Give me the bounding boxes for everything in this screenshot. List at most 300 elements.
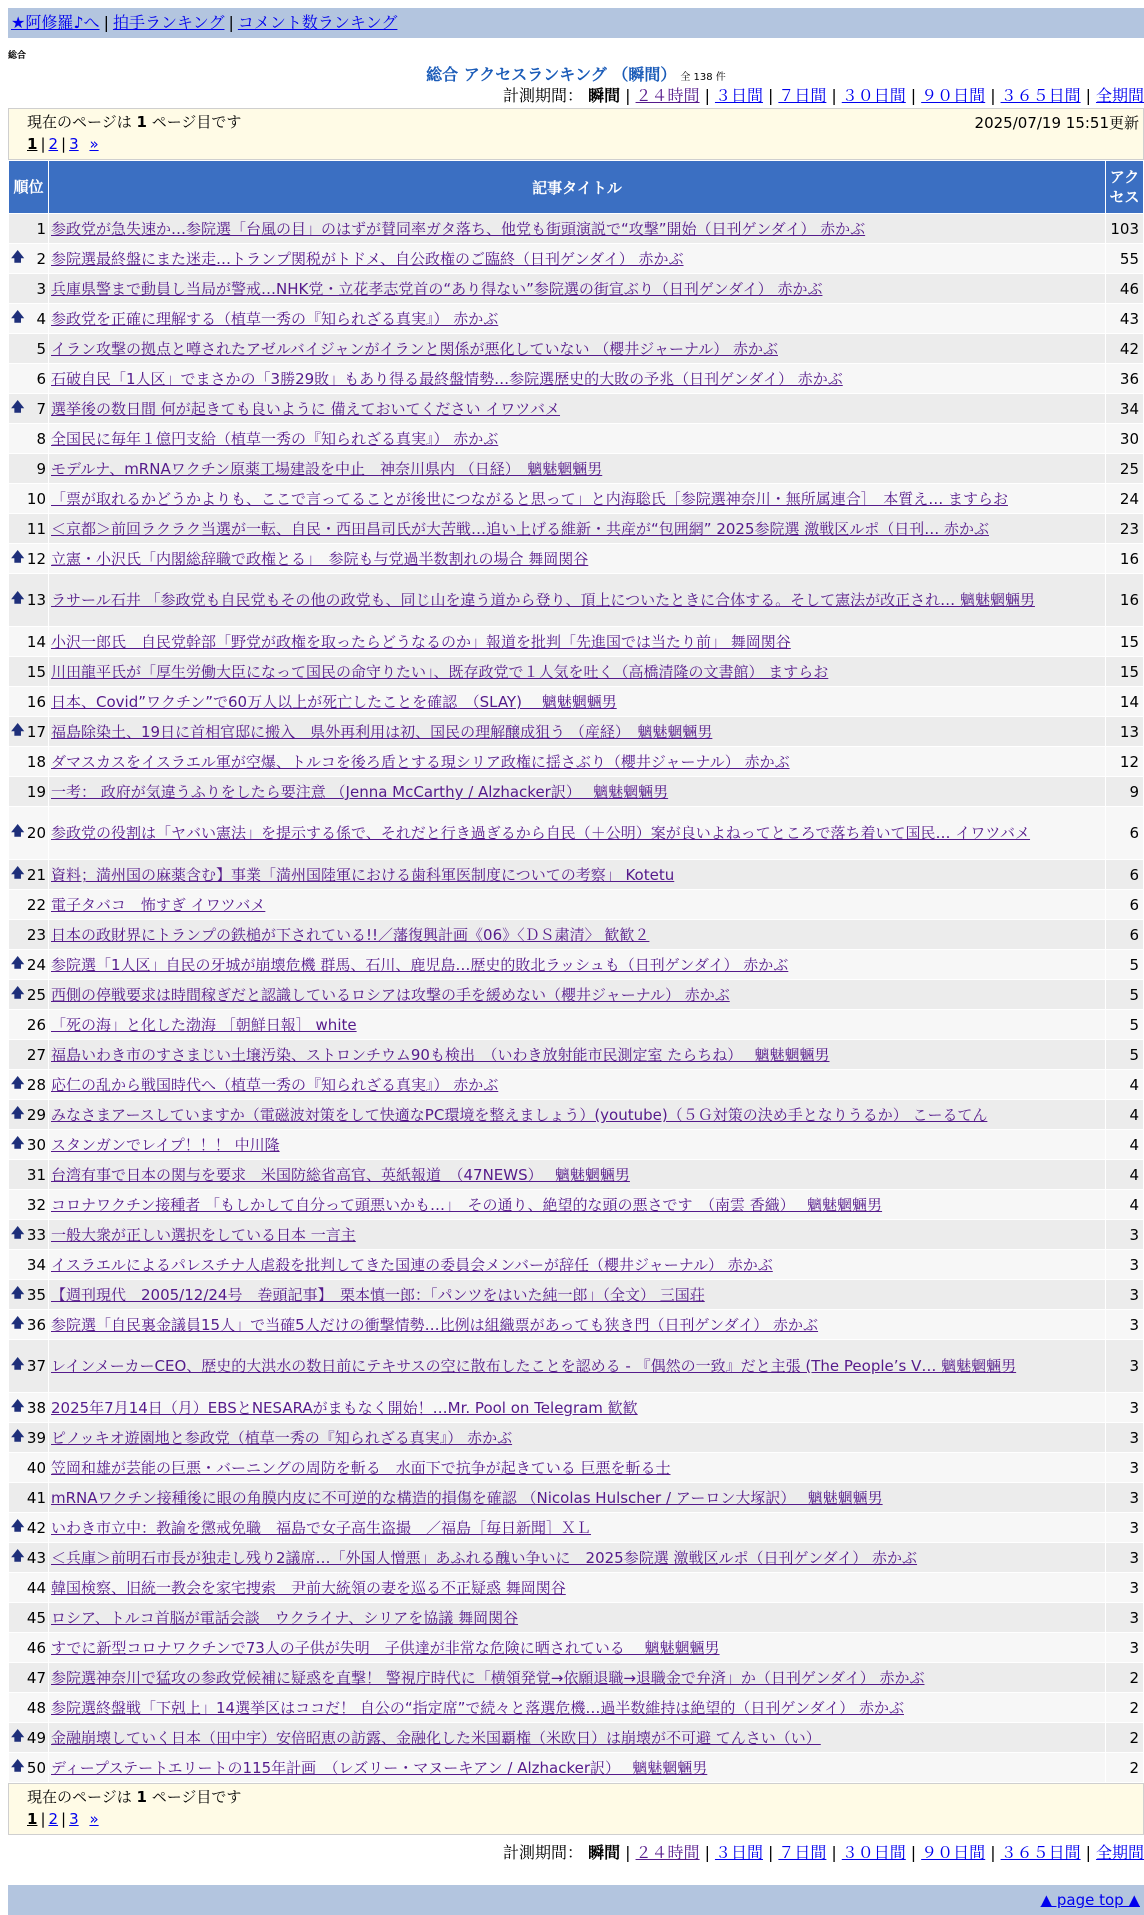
article-link[interactable]: 福島除染土、19日に首相官邸に搬入 県外再利用は初、国民の理解醸成狙う （産経） 魑魅魍魎男 bbox=[51, 723, 713, 741]
period-selector-top: 計測期間： 瞬間 | ２４時間 | ３日間 | ７日間 | ３０日間 | ９０日間 | ３６５日間 | 全期間 bbox=[503, 86, 1144, 105]
rank-cell bbox=[9, 1250, 48, 1279]
rank-number: 6 bbox=[36, 369, 46, 388]
table-row bbox=[9, 544, 1143, 573]
rank-number: 22 bbox=[26, 895, 46, 914]
title-cell bbox=[49, 1310, 1105, 1339]
title-cell bbox=[49, 1573, 1105, 1602]
page-link-2[interactable]: 2 bbox=[48, 135, 59, 153]
rank-number: 16 bbox=[26, 692, 46, 711]
access-count: 5 bbox=[1106, 950, 1143, 979]
rank-cell bbox=[9, 1633, 48, 1662]
rank-cell bbox=[9, 1040, 48, 1069]
table-row bbox=[9, 980, 1143, 1009]
article-link[interactable]: ＜京都＞前回ラクラク当選が一転、自民・西田昌司氏が大苦戦…追い上げる維新・共産が“包囲網” 2025参院選 激戦区ルポ（日刊… 赤かぶ bbox=[51, 520, 990, 538]
table-row bbox=[9, 1393, 1143, 1422]
article-link[interactable]: 参院選「1人区」自民の牙城が崩壊危機 群馬、石川、鹿児島…歴史的敗北ラッシュも（日刊ゲンダイ） 赤かぶ bbox=[51, 956, 789, 974]
rank-number: 50 bbox=[26, 1758, 46, 1777]
period-link-all[interactable]: 全期間 bbox=[1095, 86, 1144, 105]
rank-cell bbox=[9, 777, 48, 806]
rank-cell bbox=[9, 1190, 48, 1219]
table-row bbox=[9, 214, 1143, 243]
title-cell bbox=[49, 214, 1105, 243]
article-link[interactable]: 兵庫県警まで動員し当局が警戒…NHK党・立花孝志党首の“あり得ない”参院選の街宣ぶり（日刊ゲンダイ） 赤かぶ bbox=[51, 280, 823, 298]
access-count: 4 bbox=[1106, 1160, 1143, 1189]
rank-up-arrow-icon: 🡅 bbox=[11, 985, 25, 1001]
title-cell bbox=[49, 1513, 1105, 1542]
article-link[interactable]: 日本、Covid”ワクチン”で60万人以上が死亡したことを確認 （SLAY) 魑魅魍魎男 bbox=[51, 693, 617, 711]
article-link[interactable]: 一般大衆が正しい選択をしている日本 一言主 bbox=[51, 1226, 356, 1244]
access-count: 2 bbox=[1106, 1723, 1143, 1752]
rank-number: 40 bbox=[26, 1458, 46, 1477]
article-link[interactable]: 一考： 政府が気違うふりをしたら要注意 （Jenna McCarthy / Alzhacker訳） 魑魅魍魎男 bbox=[51, 783, 669, 801]
title-cell bbox=[49, 860, 1105, 889]
access-count: 6 bbox=[1106, 920, 1143, 949]
table-row bbox=[9, 950, 1143, 979]
period-link-30d[interactable]: ３０日間 bbox=[841, 86, 906, 105]
rank-cell bbox=[9, 920, 48, 949]
rank-number: 10 bbox=[26, 489, 46, 508]
rank-number: 48 bbox=[26, 1698, 46, 1717]
title-cell bbox=[49, 304, 1105, 333]
rank-up-arrow-icon: 🡅 bbox=[11, 1285, 25, 1301]
footer-bar bbox=[8, 1885, 1144, 1915]
article-link[interactable]: 「死の海」と化した渤海 ［朝鮮日報］ white bbox=[51, 1016, 357, 1034]
rank-up-arrow-icon: 🡅 bbox=[11, 591, 25, 606]
article-link[interactable]: 参院選終盤戦「下剋上」14選挙区はココだ！ 自公の“指定席”で続々と落選危機…過半数維持は絶望的（日刊ゲンダイ） 赤かぶ bbox=[51, 1699, 904, 1717]
rank-cell bbox=[9, 807, 48, 859]
next-page-link[interactable]: » bbox=[89, 1810, 99, 1828]
title-cell bbox=[49, 627, 1105, 656]
rank-number: 45 bbox=[26, 1608, 46, 1627]
current-page-text: 現在のページは 1 ページ目です bbox=[27, 113, 242, 131]
table-row bbox=[9, 574, 1143, 626]
article-link[interactable]: 川田龍平氏が「厚生労働大臣になって国民の命守りたい」、既存政党で１人気を吐く（高橋清隆の文書館） ますらお bbox=[51, 663, 829, 681]
table-row bbox=[9, 1453, 1143, 1482]
access-count: 2 bbox=[1106, 1693, 1143, 1722]
period-link-3d[interactable]: ３日間 bbox=[714, 1843, 763, 1862]
title-cell bbox=[49, 717, 1105, 746]
rank-number: 20 bbox=[26, 824, 46, 842]
rank-cell bbox=[9, 424, 48, 453]
access-count: 3 bbox=[1106, 1280, 1143, 1309]
article-link[interactable]: 立憲・小沢氏「内閣総辞職で政権とる」 参院も与党過半数割れの場合 舞岡関谷 bbox=[51, 550, 589, 568]
rank-up-arrow-icon: 🡅 bbox=[11, 722, 25, 738]
table-row bbox=[9, 1663, 1143, 1692]
rank-up-arrow-icon: 🡅 bbox=[11, 824, 25, 839]
rank-number: 23 bbox=[26, 925, 46, 944]
access-count: 13 bbox=[1106, 717, 1143, 746]
article-link[interactable]: 「票が取れるかどうかよりも、ここで言ってることが後世につながると思って」と内海聡氏［参院選神奈川・無所属連合］ 本質え… ますらお bbox=[51, 490, 1008, 508]
table-row bbox=[9, 1573, 1143, 1602]
article-link[interactable]: 応仁の乱から戦国時代へ（植草一秀の『知られざる真実』） 赤かぶ bbox=[51, 1076, 499, 1094]
table-row bbox=[9, 777, 1143, 806]
rank-number: 4 bbox=[36, 309, 46, 328]
title-cell bbox=[49, 1250, 1105, 1279]
period-label: 計測期間： bbox=[503, 86, 584, 105]
rank-up-arrow-icon: 🡅 bbox=[11, 1428, 25, 1444]
table-row bbox=[9, 1280, 1143, 1309]
title-cell bbox=[49, 1753, 1105, 1782]
article-link[interactable]: 参院選「自民裏金議員15人」で当確5人だけの衝撃情勢…比例は組織票があっても狭き門（日刊ゲンダイ） 赤かぶ bbox=[51, 1316, 819, 1334]
rank-number: 42 bbox=[26, 1518, 46, 1537]
access-count: 3 bbox=[1106, 1543, 1143, 1572]
rank-number: 17 bbox=[26, 722, 46, 741]
access-count: 46 bbox=[1106, 274, 1143, 303]
rank-number: 12 bbox=[26, 549, 46, 568]
article-link[interactable]: スタンガンでレイプ！！！ 中川隆 bbox=[51, 1136, 280, 1154]
article-link[interactable]: イラン攻撃の拠点と噂されたアゼルバイジャンがイランと関係が悪化していない （櫻井ジャーナル） 赤かぶ bbox=[51, 340, 778, 358]
title-cell bbox=[49, 1010, 1105, 1039]
rank-cell bbox=[9, 1130, 48, 1159]
rank-number: 9 bbox=[36, 459, 46, 478]
rank-up-arrow-icon: 🡅 bbox=[11, 309, 25, 325]
table-row bbox=[9, 424, 1143, 453]
access-count: 3 bbox=[1106, 1483, 1143, 1512]
rank-cell bbox=[9, 1543, 48, 1572]
top-nav-bar: ★阿修羅♪へ | 拍手ランキング | コメント数ランキング bbox=[8, 8, 1144, 38]
table-row bbox=[9, 1010, 1143, 1039]
period-link-7d[interactable]: ７日間 bbox=[778, 86, 827, 105]
article-link[interactable]: ＜兵庫＞前明石市長が独走し残り2議席…「外国人憎悪」あふれる醜い争いに 2025参院選 激戦区ルポ（日刊ゲンダイ） 赤かぶ bbox=[51, 1549, 918, 1567]
article-link[interactable]: 笠岡和雄が芸能の巨悪・バーニングの周防を斬る 水面下で抗争が起きている 巨悪を斬る士 bbox=[51, 1459, 671, 1477]
title-cell bbox=[49, 950, 1105, 979]
title-cell bbox=[49, 980, 1105, 1009]
rank-number: 7 bbox=[36, 399, 46, 418]
access-count: 6 bbox=[1106, 890, 1143, 919]
rank-number: 5 bbox=[36, 339, 46, 358]
table-row bbox=[9, 484, 1143, 513]
access-count: 15 bbox=[1106, 627, 1143, 656]
article-link[interactable]: ラサール石井 「参政党も自民党もその他の政党も、同じ山を違う道から登り、頂上についたときに合体する。そして憲法が改正され… 魑魅魍魎男 bbox=[51, 591, 1035, 609]
access-count: 5 bbox=[1106, 1040, 1143, 1069]
table-row bbox=[9, 747, 1143, 776]
access-count: 3 bbox=[1106, 1340, 1143, 1392]
title-cell bbox=[49, 1393, 1105, 1422]
table-row bbox=[9, 1310, 1143, 1339]
rank-cell bbox=[9, 304, 48, 333]
rank-number: 44 bbox=[26, 1578, 46, 1597]
table-row bbox=[9, 1753, 1143, 1782]
page-link-2[interactable]: 2 bbox=[48, 1810, 59, 1828]
rank-cell bbox=[9, 950, 48, 979]
article-link[interactable]: レインメーカーCEO、歴史的大洪水の数日前にテキサスの空に散布したことを認める - 『偶然の一致』だと主張 (The People’s V… 魑魅魍魎男 bbox=[51, 1357, 1017, 1375]
article-link[interactable]: イスラエルによるパレスチナ人虐殺を批判してきた国連の委員会メンバーが辞任（櫻井ジャーナル） 赤かぶ bbox=[51, 1256, 773, 1274]
article-link[interactable]: 2025年7月14日（月）EBSとNESARAがまもなく開始！…Mr. Pool on Telegram 歓歓 bbox=[51, 1399, 638, 1417]
rank-cell bbox=[9, 717, 48, 746]
title-cell bbox=[49, 454, 1105, 483]
table-row bbox=[9, 514, 1143, 543]
access-count: 24 bbox=[1106, 484, 1143, 513]
rank-number: 38 bbox=[26, 1398, 46, 1417]
rank-up-arrow-icon: 🡅 bbox=[11, 1518, 25, 1534]
category-label: 総合 bbox=[8, 51, 27, 61]
rank-cell bbox=[9, 394, 48, 423]
rank-cell bbox=[9, 334, 48, 363]
rank-cell bbox=[9, 1220, 48, 1249]
article-link[interactable]: 【週刊現代 2005/12/24号 巻頭記事】 栗本慎一郎：「パンツをはいた純一郎」（全文） 三国荘 bbox=[51, 1286, 705, 1304]
period-link-365d[interactable]: ３６５日間 bbox=[1000, 1843, 1081, 1862]
article-link[interactable]: 参院選最終盤にまた迷走…トランプ関税がトドメ、自公政権のご臨終（日刊ゲンダイ） 赤かぶ bbox=[51, 250, 684, 268]
rank-up-arrow-icon: 🡅 bbox=[11, 1105, 25, 1121]
table-row bbox=[9, 1190, 1143, 1219]
rank-cell bbox=[9, 860, 48, 889]
access-count: 3 bbox=[1106, 1220, 1143, 1249]
table-row bbox=[9, 860, 1143, 889]
page-top-link[interactable]: ▲ page top ▲ bbox=[1040, 1891, 1140, 1909]
rank-cell bbox=[9, 1340, 48, 1392]
access-count: 6 bbox=[1106, 807, 1143, 859]
rank-cell bbox=[9, 1603, 48, 1632]
period-link-all[interactable]: 全期間 bbox=[1095, 1843, 1144, 1862]
access-count: 15 bbox=[1106, 657, 1143, 686]
period-link-3d[interactable]: ３日間 bbox=[714, 86, 763, 105]
title-cell bbox=[49, 1633, 1105, 1662]
article-link[interactable]: 台湾有事で日本の関与を要求 米国防総省高官、英紙報道 （47NEWS） 魑魅魍魎男 bbox=[51, 1166, 630, 1184]
title-cell bbox=[49, 1723, 1105, 1752]
rank-up-arrow-icon: 🡅 bbox=[11, 1357, 25, 1372]
article-link[interactable]: 西側の停戦要求は時間稼ぎだと認識しているロシアは攻撃の手を緩めない（櫻井ジャーナル） 赤かぶ bbox=[51, 986, 730, 1004]
title-cell bbox=[49, 544, 1105, 573]
period-link-90d[interactable]: ９０日間 bbox=[921, 1843, 986, 1862]
period-link-30d[interactable]: ３０日間 bbox=[841, 1843, 906, 1862]
title-cell bbox=[49, 1543, 1105, 1572]
rank-cell bbox=[9, 214, 48, 243]
table-row bbox=[9, 687, 1143, 716]
article-link[interactable]: モデルナ、mRNAワクチン原薬工場建設を中止 神奈川県内 （日経） 魑魅魍魎男 bbox=[51, 460, 603, 478]
article-link[interactable]: みなさまアースしていますか（電磁波対策をして快適なPC環境を整えましょう）(youtube)（５Ｇ対策の決め手となりうるか） こーるてん bbox=[51, 1106, 988, 1124]
rank-up-arrow-icon: 🡅 bbox=[11, 549, 25, 565]
rank-number: 34 bbox=[26, 1255, 46, 1274]
rank-up-arrow-icon: 🡅 bbox=[11, 1075, 25, 1091]
article-link[interactable]: 小沢一郎氏 自民党幹部「野党が政権を取ったらどうなるのか」報道を批判「先進国では当たり前」 舞岡関谷 bbox=[51, 633, 791, 651]
access-count: 23 bbox=[1106, 514, 1143, 543]
rank-cell bbox=[9, 1160, 48, 1189]
access-count: 3 bbox=[1106, 1453, 1143, 1482]
access-count: 6 bbox=[1106, 860, 1143, 889]
table-row bbox=[9, 394, 1143, 423]
period-link-7d[interactable]: ７日間 bbox=[778, 1843, 827, 1862]
current-page-text: 現在のページは 1 ページ目です bbox=[27, 1788, 242, 1806]
table-row bbox=[9, 244, 1143, 273]
page-link-3[interactable]: 3 bbox=[69, 135, 79, 153]
rank-cell bbox=[9, 1513, 48, 1542]
article-link[interactable]: ロシア、トルコ首脳が電話会談 ウクライナ、シリアを協議 舞岡関谷 bbox=[51, 1609, 519, 1627]
rank-number: 19 bbox=[26, 782, 46, 801]
rank-cell bbox=[9, 980, 48, 1009]
access-count: 3 bbox=[1106, 1250, 1143, 1279]
rank-cell bbox=[9, 514, 48, 543]
rank-cell bbox=[9, 1070, 48, 1099]
page-link-1[interactable]: 1 bbox=[27, 1810, 38, 1828]
rank-up-arrow-icon: 🡅 bbox=[11, 1398, 25, 1414]
rank-number: 37 bbox=[26, 1357, 46, 1375]
access-count: 4 bbox=[1106, 1190, 1143, 1219]
table-row bbox=[9, 1130, 1143, 1159]
rank-number: 47 bbox=[26, 1668, 46, 1687]
title-cell bbox=[49, 484, 1105, 513]
comment-ranking-link[interactable]: コメント数ランキング bbox=[237, 13, 398, 32]
rank-cell bbox=[9, 1663, 48, 1692]
title-cell bbox=[49, 1040, 1105, 1069]
rank-cell bbox=[9, 1010, 48, 1039]
article-link[interactable]: 参政党を正確に理解する（植草一秀の『知られざる真実』） 赤かぶ bbox=[51, 310, 499, 328]
rank-cell bbox=[9, 1310, 48, 1339]
rank-cell bbox=[9, 274, 48, 303]
title-cell bbox=[49, 1190, 1105, 1219]
col-rank-header: 順位 bbox=[9, 161, 48, 213]
rank-number: 27 bbox=[26, 1045, 46, 1064]
article-link[interactable]: コロナワクチン接種者 「もしかして自分って頭悪いかも…」 その通り、絶望的な頭の悪さです （南雲 香織） 魑魅魍魎男 bbox=[51, 1196, 883, 1214]
article-link[interactable]: 選挙後の数日間 何が起きても良いように 備えておいてください イワツバメ bbox=[51, 400, 561, 418]
rank-cell bbox=[9, 1753, 48, 1782]
rank-cell bbox=[9, 1693, 48, 1722]
table-row bbox=[9, 1693, 1143, 1722]
table-row bbox=[9, 890, 1143, 919]
table-row bbox=[9, 1723, 1143, 1752]
rank-cell bbox=[9, 687, 48, 716]
period-current: 瞬間 bbox=[588, 86, 621, 105]
access-count: 4 bbox=[1106, 1130, 1143, 1159]
rank-up-arrow-icon: 🡅 bbox=[11, 1315, 25, 1331]
article-link[interactable]: ピノッキオ遊園地と参政党（植草一秀の『知られざる真実』） 赤かぶ bbox=[51, 1429, 513, 1447]
access-count: 16 bbox=[1106, 544, 1143, 573]
title-cell bbox=[49, 920, 1105, 949]
access-count: 3 bbox=[1106, 1633, 1143, 1662]
article-link[interactable]: 金融崩壊していく日本（田中宇）安倍昭恵の訪露、金融化した米国覇権（米欧日）は崩壊が不可避 てんさい（い） bbox=[51, 1729, 821, 1747]
access-count: 3 bbox=[1106, 1573, 1143, 1602]
table-row bbox=[9, 364, 1143, 393]
rank-number: 36 bbox=[26, 1315, 46, 1334]
clap-ranking-link[interactable]: 拍手ランキング bbox=[112, 13, 225, 32]
title-cell bbox=[49, 1220, 1105, 1249]
title-cell bbox=[49, 1423, 1105, 1452]
article-link[interactable]: 資料；満州国の麻薬含む】事業「満州国陸軍における歯科軍医制度についての考察」 Kotetu bbox=[51, 866, 675, 884]
rank-number: 30 bbox=[26, 1135, 46, 1154]
title-cell bbox=[49, 1160, 1105, 1189]
access-count: 16 bbox=[1106, 574, 1143, 626]
rank-cell bbox=[9, 890, 48, 919]
article-link[interactable]: 福島いわき市のすさまじい土壌汚染、ストロンチウム90も検出 （いわき放射能市民測定室 たらちね） 魑魅魍魎男 bbox=[51, 1046, 830, 1064]
title-cell bbox=[49, 687, 1105, 716]
home-link[interactable]: ★阿修羅♪へ bbox=[11, 13, 100, 32]
rank-up-arrow-icon: 🡅 bbox=[11, 1548, 25, 1564]
table-row bbox=[9, 1070, 1143, 1099]
rank-number: 49 bbox=[26, 1728, 46, 1747]
page-link-1[interactable]: 1 bbox=[27, 135, 38, 153]
title-cell bbox=[49, 1483, 1105, 1512]
rank-cell bbox=[9, 244, 48, 273]
period-link-24h[interactable]: ２４時間 bbox=[635, 1843, 700, 1862]
title-cell bbox=[49, 1663, 1105, 1692]
table-row bbox=[9, 717, 1143, 746]
period-label: 計測期間： bbox=[503, 1843, 584, 1862]
rank-cell bbox=[9, 1573, 48, 1602]
page-link-3[interactable]: 3 bbox=[69, 1810, 79, 1828]
article-link[interactable]: 日本の政財界にトランプの鉄槌が下されている!!／藩復興計画《06》〈ＤＳ粛清〉 歓歓２ bbox=[51, 926, 650, 944]
article-link[interactable]: 参政党が急失速か…参院選「台風の目」のはずが賛同率ガタ落ち、他党も街頭演説で“攻撃”開始（日刊ゲンダイ） 赤かぶ bbox=[51, 220, 866, 238]
access-count: 4 bbox=[1106, 1070, 1143, 1099]
title-cell bbox=[49, 244, 1105, 273]
access-count: 43 bbox=[1106, 304, 1143, 333]
access-count: 42 bbox=[1106, 334, 1143, 363]
rank-up-arrow-icon: 🡅 bbox=[11, 1135, 25, 1151]
period-link-365d[interactable]: ３６５日間 bbox=[1000, 86, 1081, 105]
rank-up-arrow-icon: 🡅 bbox=[11, 1728, 25, 1744]
table-row bbox=[9, 1250, 1143, 1279]
title-cell bbox=[49, 657, 1105, 686]
access-count: 3 bbox=[1106, 1393, 1143, 1422]
rank-number: 31 bbox=[26, 1165, 46, 1184]
rank-number: 26 bbox=[26, 1015, 46, 1034]
article-link[interactable]: mRNAワクチン接種後に眼の角膜内皮に不可逆的な構造的損傷を確認 （Nicolas Hulscher / アーロン大塚訳） 魑魅魍魎男 bbox=[51, 1489, 883, 1507]
rank-cell bbox=[9, 1483, 48, 1512]
title-cell bbox=[49, 1693, 1105, 1722]
rank-cell bbox=[9, 1100, 48, 1129]
rank-number: 32 bbox=[26, 1195, 46, 1214]
article-link[interactable]: すでに新型コロナワクチンで73人の子供が失明 子供達が非常な危険に晒されている 魑魅魍魎男 bbox=[51, 1639, 720, 1657]
period-link-24h[interactable]: ２４時間 bbox=[635, 86, 700, 105]
ranking-table bbox=[8, 160, 1144, 1783]
rank-number: 18 bbox=[26, 752, 46, 771]
rank-number: 28 bbox=[26, 1075, 46, 1094]
period-link-90d[interactable]: ９０日間 bbox=[921, 86, 986, 105]
article-link[interactable]: 参院選神奈川で猛攻の参政党候補に疑惑を直撃！ 警視庁時代に「横領発覚→依願退職→退職金で弁済」か（日刊ゲンダイ） 赤かぶ bbox=[51, 1669, 925, 1687]
title-cell bbox=[49, 1070, 1105, 1099]
title-cell bbox=[49, 514, 1105, 543]
access-count: 4 bbox=[1106, 1100, 1143, 1129]
access-count: 9 bbox=[1106, 777, 1143, 806]
rank-number: 11 bbox=[26, 519, 46, 538]
access-count: 12 bbox=[1106, 747, 1143, 776]
rank-number: 13 bbox=[26, 591, 46, 609]
table-row bbox=[9, 274, 1143, 303]
article-link[interactable]: ディープステートエリートの115年計画 （レズリー・マヌーキアン / Alzhacker訳） 魑魅魍魎男 bbox=[51, 1759, 708, 1777]
rank-number: 24 bbox=[26, 955, 46, 974]
rank-up-arrow-icon: 🡅 bbox=[11, 1758, 25, 1774]
ranking-title bbox=[8, 62, 1144, 84]
title-cell bbox=[49, 1453, 1105, 1482]
rank-cell bbox=[9, 1393, 48, 1422]
next-page-link[interactable]: » bbox=[89, 135, 99, 153]
period-selector-bottom: 計測期間： 瞬間 | ２４時間 | ３日間 | ７日間 | ３０日間 | ９０日間 | ３６５日間 | 全期間 bbox=[503, 1843, 1144, 1862]
access-count: 5 bbox=[1106, 1010, 1143, 1039]
rank-number: 33 bbox=[26, 1225, 46, 1244]
col-title-header: 記事タイトル bbox=[49, 161, 1105, 213]
title-cell bbox=[49, 274, 1105, 303]
article-link[interactable]: 参政党の役割は「ヤバい憲法」を提示する係で、それだと行き過ぎるから自民（＋公明）案が良いよねってところで落ち着いて国民… イワツバメ bbox=[51, 824, 1031, 842]
article-link[interactable]: 韓国検察、旧統一教会を家宅捜索 尹前大統領の妻を巡る不正疑惑 舞岡関谷 bbox=[51, 1579, 566, 1597]
rank-number: 41 bbox=[26, 1488, 46, 1507]
article-link[interactable]: 電子タバコ 怖すぎ イワツバメ bbox=[51, 896, 266, 914]
table-row bbox=[9, 1633, 1143, 1662]
rank-up-arrow-icon: 🡅 bbox=[11, 865, 25, 881]
table-row bbox=[9, 627, 1143, 656]
title-cell bbox=[49, 890, 1105, 919]
article-link[interactable]: ダマスカスをイスラエル軍が空爆、トルコを後ろ盾とする現シリア政権に揺さぶり（櫻井ジャーナル） 赤かぶ bbox=[51, 753, 790, 771]
table-row bbox=[9, 454, 1143, 483]
rank-number: 39 bbox=[26, 1428, 46, 1447]
title-cell bbox=[49, 777, 1105, 806]
rank-number: 46 bbox=[26, 1638, 46, 1657]
table-row bbox=[9, 1603, 1143, 1632]
rank-number: 3 bbox=[36, 279, 46, 298]
access-count: 30 bbox=[1106, 424, 1143, 453]
article-link[interactable]: 全国民に毎年１億円支給（植草一秀の『知られざる真実』） 赤かぶ bbox=[51, 430, 499, 448]
access-count: 34 bbox=[1106, 394, 1143, 423]
article-link[interactable]: いわき市立中：教諭を懲戒免職 福島で女子高生盗撮 ／福島［毎日新聞］ＸＬ bbox=[51, 1519, 592, 1537]
article-link[interactable]: 石破自民「1人区」でまさかの「3勝29敗」もあり得る最終盤情勢…参院選歴史的大敗の予兆（日刊ゲンダイ） 赤かぶ bbox=[51, 370, 843, 388]
table-row bbox=[9, 304, 1143, 333]
